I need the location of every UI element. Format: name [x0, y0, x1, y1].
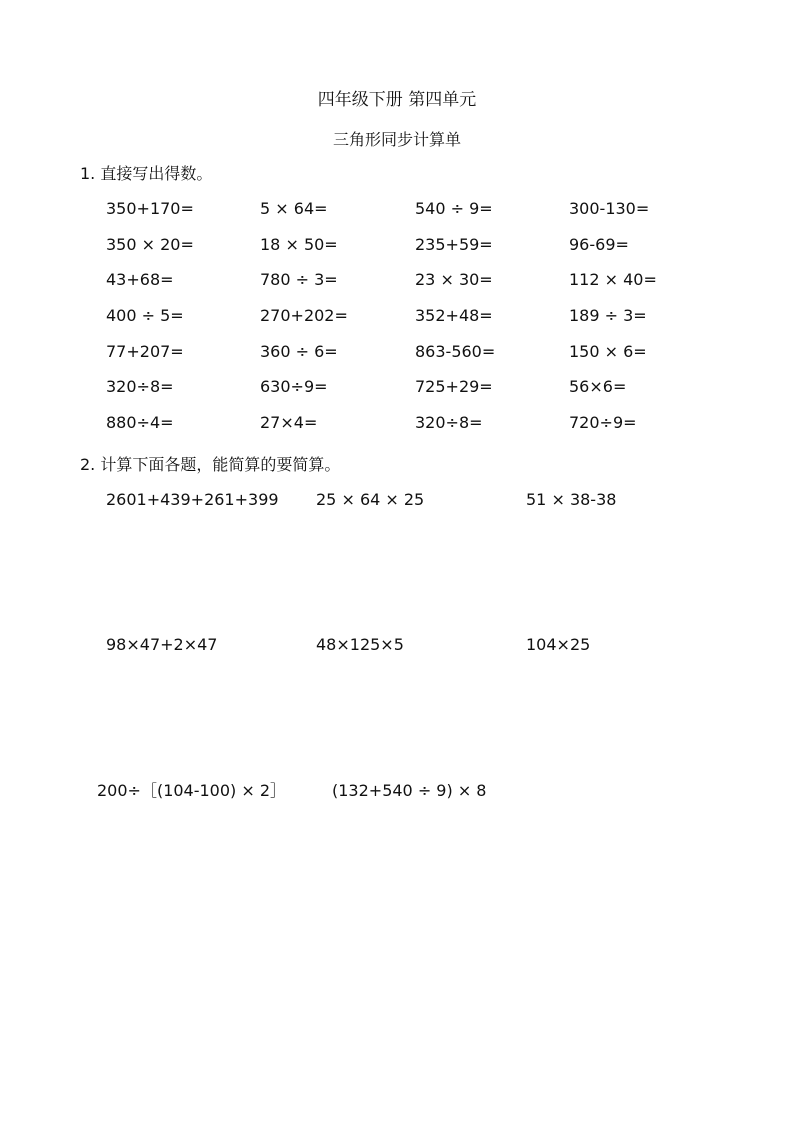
- calc-problem: 48×125×5: [316, 635, 404, 654]
- calc-row: [97, 780, 717, 802]
- problem: 720÷9=: [569, 413, 637, 433]
- problem: 400 ÷ 5=: [106, 306, 184, 326]
- calc-problem: 98×47+2×47: [106, 635, 218, 654]
- problem: 320÷8=: [106, 377, 174, 397]
- problem: 780 ÷ 3=: [260, 270, 338, 290]
- problem: 112 × 40=: [569, 270, 657, 290]
- problem: 320÷8=: [415, 413, 483, 433]
- problem: 96-69=: [569, 234, 629, 254]
- calc-problem: 104×25: [526, 635, 591, 654]
- problem: 880÷4=: [106, 413, 174, 433]
- problem: 540 ÷ 9=: [415, 199, 493, 218]
- problem: 270+202=: [260, 306, 348, 326]
- problem: 5 × 64=: [260, 199, 328, 218]
- problem: 23 × 30=: [415, 270, 493, 290]
- calc-problem: 51 × 38-38: [526, 490, 617, 509]
- problem: 350 × 20=: [106, 234, 194, 254]
- problem: 189 ÷ 3=: [569, 306, 647, 326]
- mental-math-grid: [106, 198, 726, 448]
- calc-problem: 200÷［(104-100) × 2］: [97, 781, 287, 800]
- problem: 352+48=: [415, 306, 493, 326]
- page-title: 四年级下册 第四单元: [317, 90, 477, 110]
- problem: 360 ÷ 6=: [260, 341, 338, 361]
- problem: 863-560=: [415, 341, 496, 361]
- problem: 630÷9=: [260, 377, 328, 397]
- problem: 150 × 6=: [569, 341, 647, 361]
- calc-problem: 25 × 64 × 25: [316, 490, 425, 509]
- problem: 350+170=: [106, 199, 194, 218]
- problem: 56×6=: [569, 377, 627, 397]
- page-subtitle: 三角形同步计算单: [332, 130, 461, 149]
- calc-problem: 2601+439+261+399: [106, 490, 279, 509]
- problem: 27×4=: [260, 413, 318, 433]
- calc-row: [106, 489, 726, 511]
- problem: 77+207=: [106, 341, 184, 361]
- problem: 300-130=: [569, 199, 650, 218]
- problem: 18 × 50=: [260, 234, 338, 254]
- problem: 43+68=: [106, 270, 174, 290]
- calc-row: [106, 634, 726, 656]
- problem: 725+29=: [415, 377, 493, 397]
- problem: 235+59=: [415, 234, 493, 254]
- section-2-heading: 2. 计算下面各题，能简算的要简算。: [80, 455, 341, 474]
- calc-problem: (132+540 ÷ 9) × 8: [332, 781, 487, 800]
- section-1-heading: 1. 直接写出得数。: [80, 164, 213, 183]
